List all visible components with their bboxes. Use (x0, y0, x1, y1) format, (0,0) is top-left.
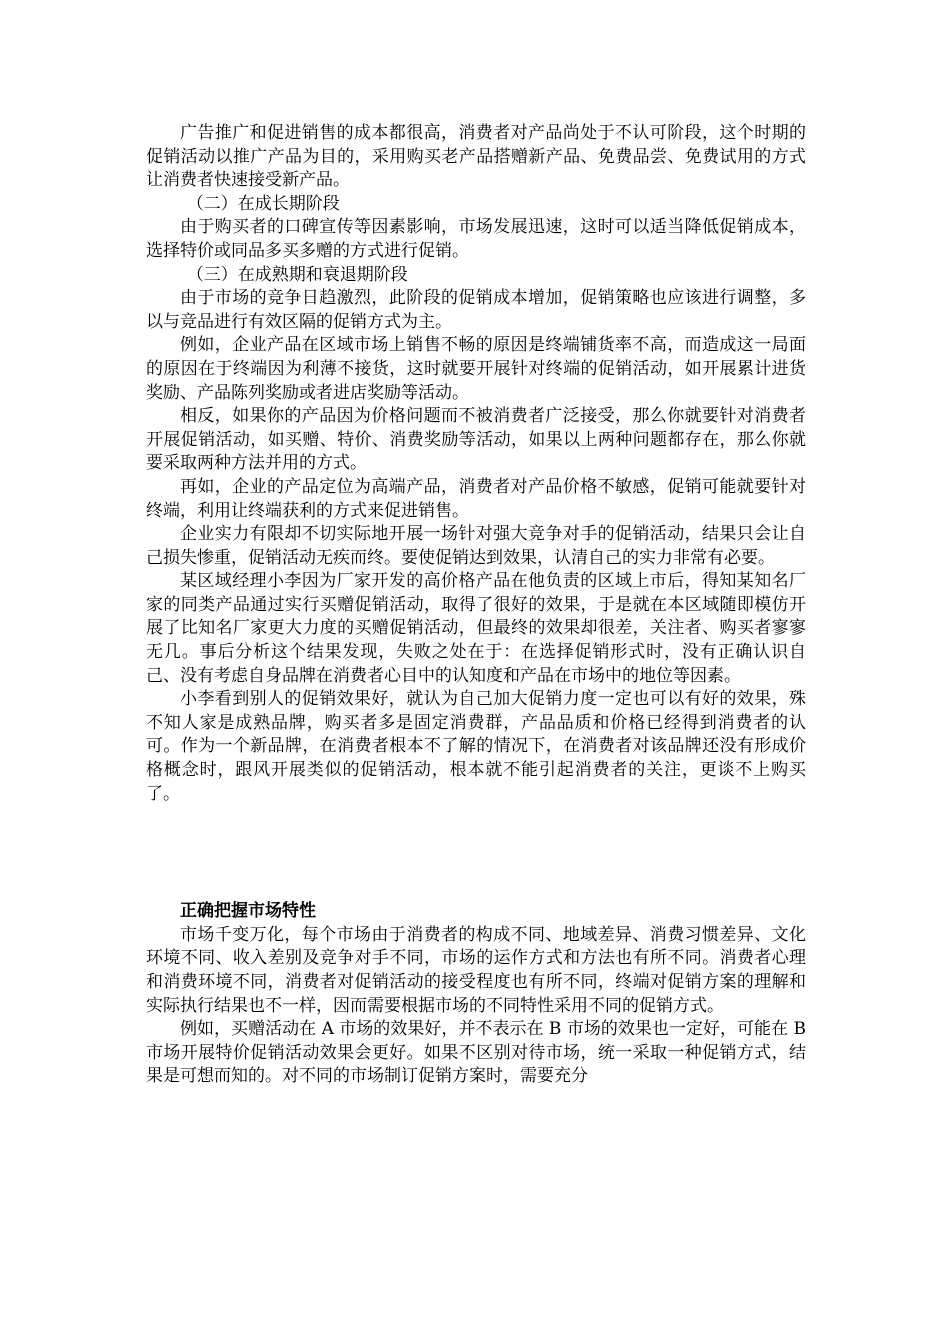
paragraph: 企业实力有限却不切实际地开展一场针对强大竞争对手的促销活动，结果只会让自己损失惨重，促销活动无疾而终。要使促销达到效果，认清自己的实力非常有必要。 (146, 524, 806, 568)
paragraph: 由于购买者的口碑宣传等因素影响，市场发展迅速，这时可以适当降低促销成本，选择特价或同品多买多赠的方式进行促销。 (146, 217, 806, 261)
paragraph: 例如，买赠活动在 A 市场的效果好，并不表示在 B 市场的效果也一定好，可能在 B 市场开展特价促销活动效果会更好。如果不区别对待市场，统一采取一种促销方式，结果是可想而知的。对不同的市场制订促销方案时，需要充分 (146, 1019, 806, 1087)
paragraph: 广告推广和促进销售的成本都很高，消费者对产品尚处于不认可阶段，这个时期的促销活动以推广产品为目的，采用购买老产品搭赠新产品、免费品尝、免费试用的方式让消费者快速接受新产品。 (146, 123, 806, 191)
paragraph: 某区域经理小李因为厂家开发的高价格产品在他负责的区域上市后，得知某知名厂家的同类产品通过实行买赠促销活动，取得了很好的效果，于是就在本区域随即模仿开展了比知名厂家更大力度的买赠促销活动，但最终的效果却很差，关注者、购买者寥寥无几。事后分析这个结果发现，失败之处在于：在选择促销形式时，没有正确认识自己、没有考虑自身品牌在消费者心目中的认知度和产品在市场中的地位等因素。 (146, 571, 806, 686)
section-subheading: （二）在成长期阶段 (186, 193, 340, 214)
paragraph: 再如，企业的产品定位为高端产品，消费者对产品价格不敏感，促销可能就要针对终端，利用让终端获利的方式来促进销售。 (146, 476, 806, 521)
section-spacer (146, 806, 806, 900)
paragraph: 由于市场的竞争日趋激烈，此阶段的促销成本增加，促销策略也应该进行调整，多以与竞品进行有效区隔的促销方式为主。 (146, 288, 806, 332)
document-page (146, 122, 806, 1089)
paragraph: 小李看到别人的促销效果好，就认为自己加大促销力度一定也可以有好的效果，殊不知人家是成熟品牌，购买者多是固定消费群，产品品质和价格已经得到消费者的认可。作为一个新品牌，在消费者根本不了解的情况下，在消费者对该品牌还没有形成价格概念时，跟风开展类似的促销活动，根本就不能引起消费者的关注，更谈不上购买了。 (146, 689, 806, 804)
section-heading: 正确把握市场特性 (180, 901, 316, 922)
paragraph: 市场千变万化，每个市场由于消费者的构成不同、地域差异、消费习惯差异、文化环境不同、收入差别及竞争对手不同，市场的运作方式和方法也有所不同。消费者心理和消费环境不同，消费者对促销活动的接受程度也有所不同，终端对促销方案的理解和实际执行结果也不一样，因而需要根据市场的不同特性采用不同的促销方式。 (146, 924, 806, 1016)
section-subheading: （三）在成熟期和衰退期阶段 (186, 264, 408, 285)
paragraph: 相反，如果你的产品因为价格问题而不被消费者广泛接受，那么你就要针对消费者开展促销活动，如买赠、特价、消费奖励等活动，如果以上两种问题都存在，那么你就要采取两种方法并用的方式。 (146, 406, 806, 474)
paragraph: 例如，企业产品在区域市场上销售不畅的原因是终端铺货率不高，而造成这一局面的原因在于终端因为利薄不接货，这时就要开展针对终端的促销活动，如开展累计进货奖励、产品陈列奖励或者进店奖励等活动。 (146, 335, 806, 403)
